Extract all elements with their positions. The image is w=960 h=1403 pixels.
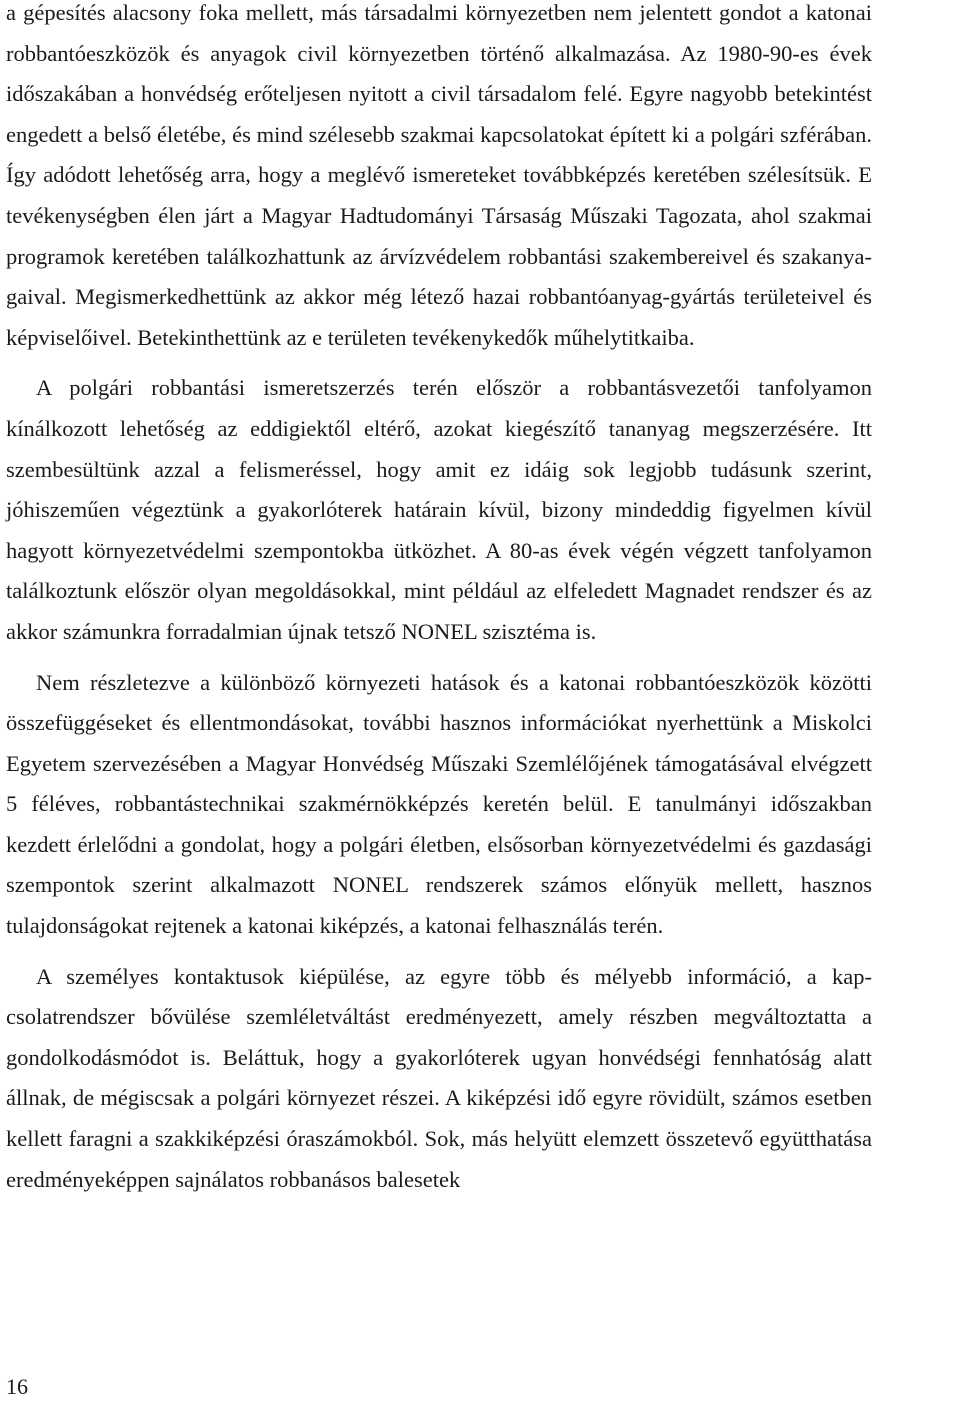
paragraph-nem-reszletezve: Nem részletezve a különböző környezeti hatások és a katonai robbantóeszközök közötti összefüggéseket és ellentmondásokat, további hasznos információkat nyerhettünk a Miskolci Egyetem szervezésében a Magyar Honvédség Műszaki Szemlélőjének támogatásával elvégzett 5 féléves, robbantástechnikai szakmérnökképzés keretén belül. E tanulmányi időszakban kezdett érlelődni a gondolat, hogy a polgári életben, elsősorban környezetvédelmi és gazdasági szempontok szerint alkalmazott NONEL rendszerek számos előnyük mellett, hasznos tulajdonságokat rejtenek a katonai kiképzés, a katonai felhasználás terén. (6, 669, 872, 939)
paragraph-polgari-robbantasi: A polgári robbantási ismeretszerzés terén először a robbantásvezetői tanfolyamon kínálkozott lehetőség az eddigiektől eltérő, azokat kiegészítő tananyag megszerzésére. Itt szembesültünk azzal a felismeréssel, hogy amit ez idáig sok legjobb tudásunk szerint, jóhiszeműen végeztünk a gyakorlóterek határain kívül, bizony mindeddig figyelmen kívül hagyott környezetvédelmi szempontokba ütközhet. A 80-as évek végén végzett tanfolyamon találkoztunk először olyan megoldásokkal, mint például az elfeledett Magnadet rendszer és az akkor számunkra forradalmian újnak tetsző NONEL szisztéma is. (6, 375, 872, 644)
paragraph-continued: a gépesítés alacsony foka mellett, más társadalmi környezetben nem jelentett gondot a katonai robbantóeszközök és anyagok civil környezetben történő alkalmazása. Az 1980-90-es évek időszakában a honvédség erőteljesen nyitott a civil társadalom felé. Egyre nagyobb betekintést engedett a belső életébe, és mind szélesebb szakmai kapcsolatokat épített ki a polgári szférában. Így adódott lehetőség arra, hogy a meglévő ismereteket továbbképzés keretében szélesítsük. E tevékenységben élen járt a Magyar Hadtudományi Társaság Műszaki Tagozata, ahol szakmai programok keretében találkozhattunk az árvízvédelem robbantási szakembereivel és szakanyagaival. Megismerkedhettünk az akkor még létező hazai robbantóanyag-gyártás területeivel és képviselőivel. Betekinthettünk az e területen tevékenykedők műhelytitkaiba. (6, 0, 872, 350)
paragraph-szemelyes-kontaktusok: A személyes kontaktusok kiépülése, az egyre több és mélyebb információ, a kapcsolatrendszer bővülése szemléletváltást eredményezett, amely részben megváltoztatta a gondolkodásmódot is. Beláttuk, hogy a gyakorlóterek ugyan honvédségi fennhatóság alatt állnak, de mégiscsak a polgári környezet részei. A kiképzési idő egyre rövidült, számos esetben kellett faragni a szakkiképzési óraszámokból. Sok, más helyütt elemzett összetevő együtthatása eredményeképpen sajnálatos robbanásos balesetek (6, 963, 872, 1192)
body-text (6, 0, 872, 1200)
page-number: 16 (6, 1374, 28, 1399)
